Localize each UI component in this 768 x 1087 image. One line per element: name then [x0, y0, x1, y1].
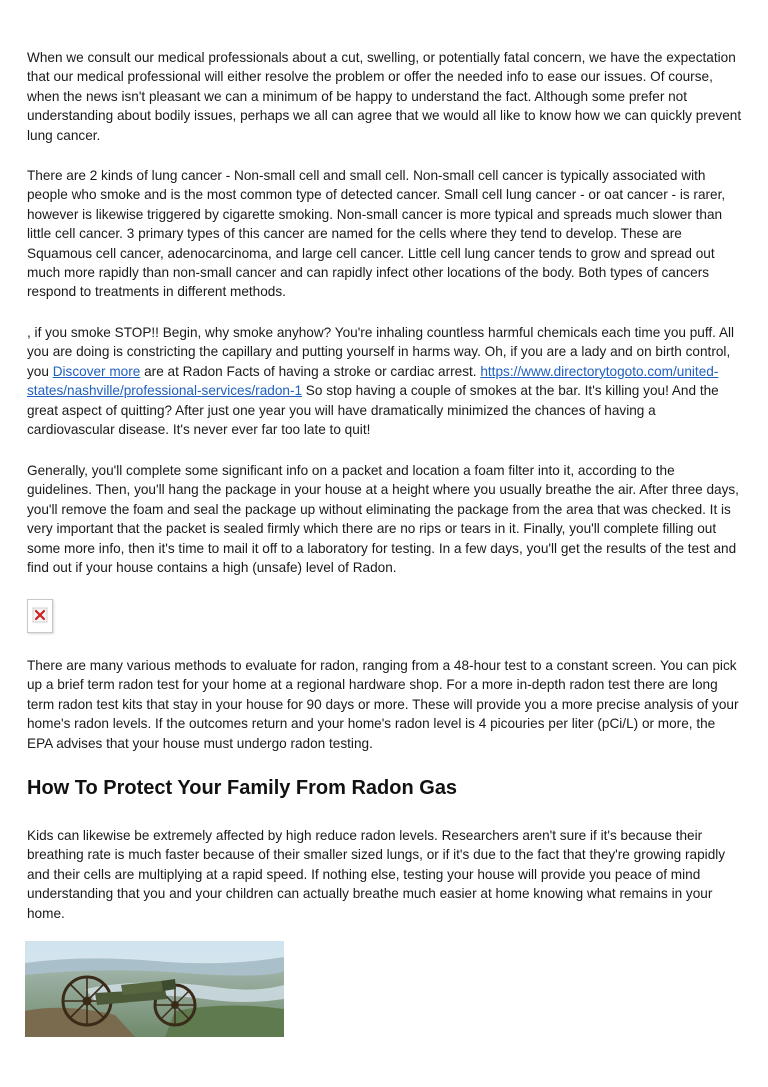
paragraph-text: , if you smoke STOP!! Begin, why smoke anyhow? You're inhaling countless harmful chemicals each time you puff. All you are doing is constricting the capillary and putting yourself in harms way. Oh, if you are a lady and on birth control, you [27, 325, 735, 379]
paragraph-quit-smoking [27, 323, 743, 439]
broken-image-icon [27, 599, 53, 633]
paragraph-intro: When we consult our medical professionals about a cut, swelling, or potentially fatal concern, we have the expectation that our medical professional will either resolve the problem or offer the needed info to ease our issues. Of course, when the news isn't pleasant we can a minimum of be happy to understand the fact. Although some prefer not understanding about bodily issues, perhaps we all can agree that we would all like to know how we can quickly prevent lung cancer. [27, 50, 742, 143]
discover-more-link[interactable]: Discover more [52, 363, 141, 379]
paragraph-lung-cancer-types: There are 2 kinds of lung cancer - Non-small cell and small cell. Non-small cell cancer is typically associated with people who smoke and is the most common type of detected cancer. Small cell lung cancer - or oat cancer - is rarer, however is likewise triggered by cigarette smoking. Non-small cancer is more typical and spreads much slower than little cell cancer. 3 primary types of this cancer are named for the cells where they tend to develop. These are Squamous cell cancer, adenocarcinoma, and large cell cancer. Little cell lung cancer tends to grow and spread out much more rapidly than non-small cancer and can rapidly infect other locations of the body. Both types of cancers respond to treatments in different methods. [27, 168, 726, 300]
paragraph-text: are at Radon Facts of having a stroke or cardiac arrest. [140, 363, 481, 379]
paragraph-text: So stop having a couple of smokes at the bar. It's killing you! And the great aspect of quitting? After just one year you will have dramatically minimized the chances of having a cardiovascular disease. It's never ever far too late to quit! [27, 383, 719, 438]
directory-link[interactable]: https://www.directorytogoto.com/united-states/nashville/professional-services/radon-1 [27, 363, 719, 399]
paragraph-test-packet: Generally, you'll complete some significant info on a packet and location a foam filter into it, according to the guidelines. Then, you'll hang the package in your house at a height where you usually breathe the air. After three days, you'll remove the foam and seal the package up without eliminating the package from the area that was checked. It is very important that the packet is sealed firmly which there are no rips or tears in it. Finally, you'll complete filling out some more info, then it's time to mail it off to a laboratory for testing. In a few days, you'll get the results of the test and find out if your house contains a high (unsafe) level of Radon. [27, 463, 739, 576]
cannon-landscape-photo [25, 941, 284, 1037]
section-heading: How To Protect Your Family From Radon Gas [27, 777, 458, 799]
paragraph-kids-radon: Kids can likewise be extremely affected by high reduce radon levels. Researchers aren't sure if it's because their breathing rate is much faster because of their smaller sized lungs, or if it's due to the fact that they're growing rapidly and their cells are multiplying at a rapid speed. If nothing else, testing your house will provide you peace of mind understanding that you and your children can actually breathe much easier at home knowing what remains in your home. [27, 828, 726, 921]
paragraph-radon-methods: There are many various methods to evaluate for radon, ranging from a 48-hour test to a constant screen. You can pick up a brief term radon test for your home at a regional hardware shop. For a more in-depth radon test there are long term radon test kits that stay in your house for 90 days or more. These will provide you a more precise analysis of your home's radon levels. If the outcomes return and your home's radon level is 4 picouries per liter (pCi/L) or more, the EPA advises that your house must undergo radon testing. [27, 658, 739, 751]
